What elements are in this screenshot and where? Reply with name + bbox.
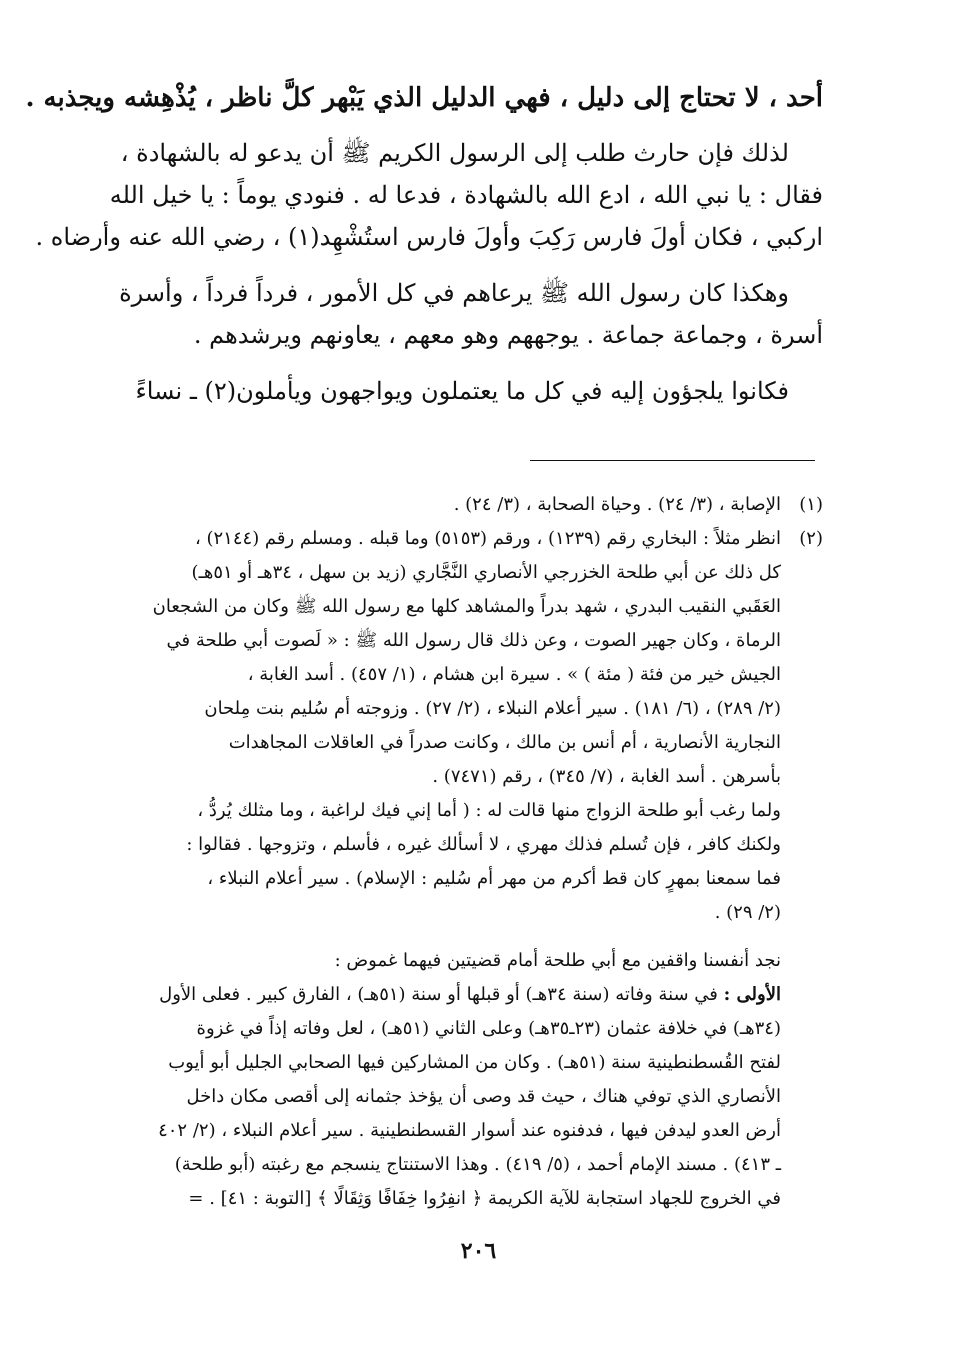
footnote-body <box>108 522 781 930</box>
bold-label: الأولى : <box>723 984 781 1005</box>
footnote-divider <box>530 460 815 461</box>
footnote-body <box>108 488 781 522</box>
footnote-line <box>108 978 781 1012</box>
footnotes <box>108 488 823 1216</box>
footnote-line: العَقَبي النقيب البدري ، شهد بدراً والمشاهد كلها مع رسول الله ﷺ وكان من الشجعان <box>152 596 781 617</box>
footnote-line: الأنصاري الذي توفي هناك ، حيث قد وصى أن يؤخذ جثمانه إلى أقصى مكان داخل <box>186 1086 781 1107</box>
footnote-line: الجيش خير من فئة ( مئة ) » . سيرة ابن هشام ، (١/ ٤٥٧) . أسد الغابة ، <box>247 664 781 685</box>
footnote-line: لفتح القُسطنطينية سنة (٥١هـ) . وكان من المشاركين فيها الصحابي الجليل أبو أيوب <box>168 1052 781 1073</box>
footnote-line: النجارية الأنصارية ، أم أنس بن مالك ، وكانت صدراً في العاقلات المجاهدات <box>228 732 781 753</box>
footnote-line: (٣٤هـ) في خلافة عثمان (٢٣ـ٣٥هـ) وعلى الثاني (٥١هـ) ، لعل وفاته إذاً في غزوة <box>196 1018 781 1039</box>
footnote-line: انظر مثلاً : البخاري رقم (١٢٣٩) ، ورقم (٥١٥٣) وما قبله . ومسلم رقم (٢١٤٤) ، <box>194 528 781 549</box>
text-line: وهكذا كان رسول الله ﷺ يرعاهم في كل الأمور ، فرداً فرداً ، وأسرة <box>119 279 789 307</box>
footnote-line: الرماة ، وكان جهير الصوت ، وعن ذلك قال رسول الله ﷺ : « لَصوت أبي طلحة في <box>166 630 781 651</box>
footnote-line: أرض العدو ليدفن فيها ، فدفنوه عند أسوار القسطنطينية . سير أعلام النبلاء ، (٢/ ٤٠٢ <box>158 1120 781 1141</box>
text-line: فكانوا يلجؤون إليه في كل ما يعتملون ويواجهون ويأملون(٢) ـ نساءً <box>135 377 789 405</box>
footnote-line: في الخروج للجهاد استجابة للآية الكريمة ﴿ انفِرُوا خِفَافًا وَثِقَالًا ﴾ [التوبة : ٤١] . = <box>188 1188 781 1209</box>
text-line: أسرة ، وجماعة جماعة . يوجههم وهو معهم ، يعاونهم ويرشدهم . <box>193 321 823 349</box>
footnote-line: (٢/ ٢٨٩) ، (٦/ ١٨١) . سير أعلام النبلاء ، (٢/ ٢٧) . وزوجته أم سُليم بنت مِلحان <box>204 698 781 719</box>
paragraph-2 <box>108 272 823 356</box>
text-line: اركبي ، فكان أولَ فارس رَكِبَ وأولَ فارس استُشْهِد(١) ، رضي الله عنه وأرضاه . <box>35 223 823 251</box>
footnote-line: ولما رغب أبو طلحة الزواج منها قالت له : ( أما إني فيك لراغبة ، وما مثلك يُردُّ ، <box>197 800 781 821</box>
footnote-line: ولكنك كافر ، فإن تُسلم فذلك مهري ، لا أسألك غيره ، فأسلم ، وتزوجها . فقالوا : <box>186 834 781 855</box>
footnote-number: (٢) <box>799 528 823 549</box>
footnote-continuation <box>108 944 781 1216</box>
footnote-number: (١) <box>799 494 823 515</box>
footnote-line: الإصابة ، (٣/ ٢٤) . وحياة الصحابة ، (٣/ ٢٤) . <box>453 494 781 515</box>
text-line: لذلك فإن حارث طلب إلى الرسول الكريم ﷺ أن يدعو له بالشهادة ، <box>120 139 789 167</box>
footnote-line: فما سمعنا بمهرٍ كان قط أكرم من مهر أم سُليم : الإسلام) . سير أعلام النبلاء ، <box>207 868 781 889</box>
page-number: ٢٠٦ <box>460 1238 497 1264</box>
footnote-line: (٢/ ٢٩) . <box>714 902 781 923</box>
text-line: فقال : يا نبي الله ، ادع الله بالشهادة ، فدعا له . فنودي يوماً : يا خيل الله <box>109 181 823 209</box>
footnote-text: في سنة وفاته (سنة ٣٤هـ) أو قبلها أو سنة (٥١هـ) ، الفارق كبير . فعلى الأول <box>159 984 724 1005</box>
footnote-1 <box>108 488 823 522</box>
main-text <box>25 78 823 412</box>
footnote-line: نجد أنفسنا واقفين مع أبي طلحة أمام قضيتين فيهما غموض : <box>334 950 781 971</box>
paragraph-3 <box>108 370 823 412</box>
continuation-line: أحد ، لا تحتاج إلى دليل ، فهي الدليل الذي يَبْهر كلَّ ناظر ، يُذْهِشه ويجذبه . <box>25 83 823 113</box>
footnote-line: بأسرهن . أسد الغابة ، (٧/ ٣٤٥) ، رقم (٧٤٧١) . <box>432 766 781 787</box>
footnote-2 <box>108 522 823 930</box>
footnote-line: ـ ٤١٣) . مسند الإمام أحمد ، (٥/ ٤١٩) . وهذا الاستنتاج ينسجم مع رغبته (أبو طلحة) <box>174 1154 781 1175</box>
paragraph-1 <box>35 132 823 258</box>
footnote-line: كل ذلك عن أبي طلحة الخزرجي الأنصاري النَّجَّاري (زيد بن سهل ، ٣٤هـ أو ٥١هـ) <box>191 562 781 583</box>
